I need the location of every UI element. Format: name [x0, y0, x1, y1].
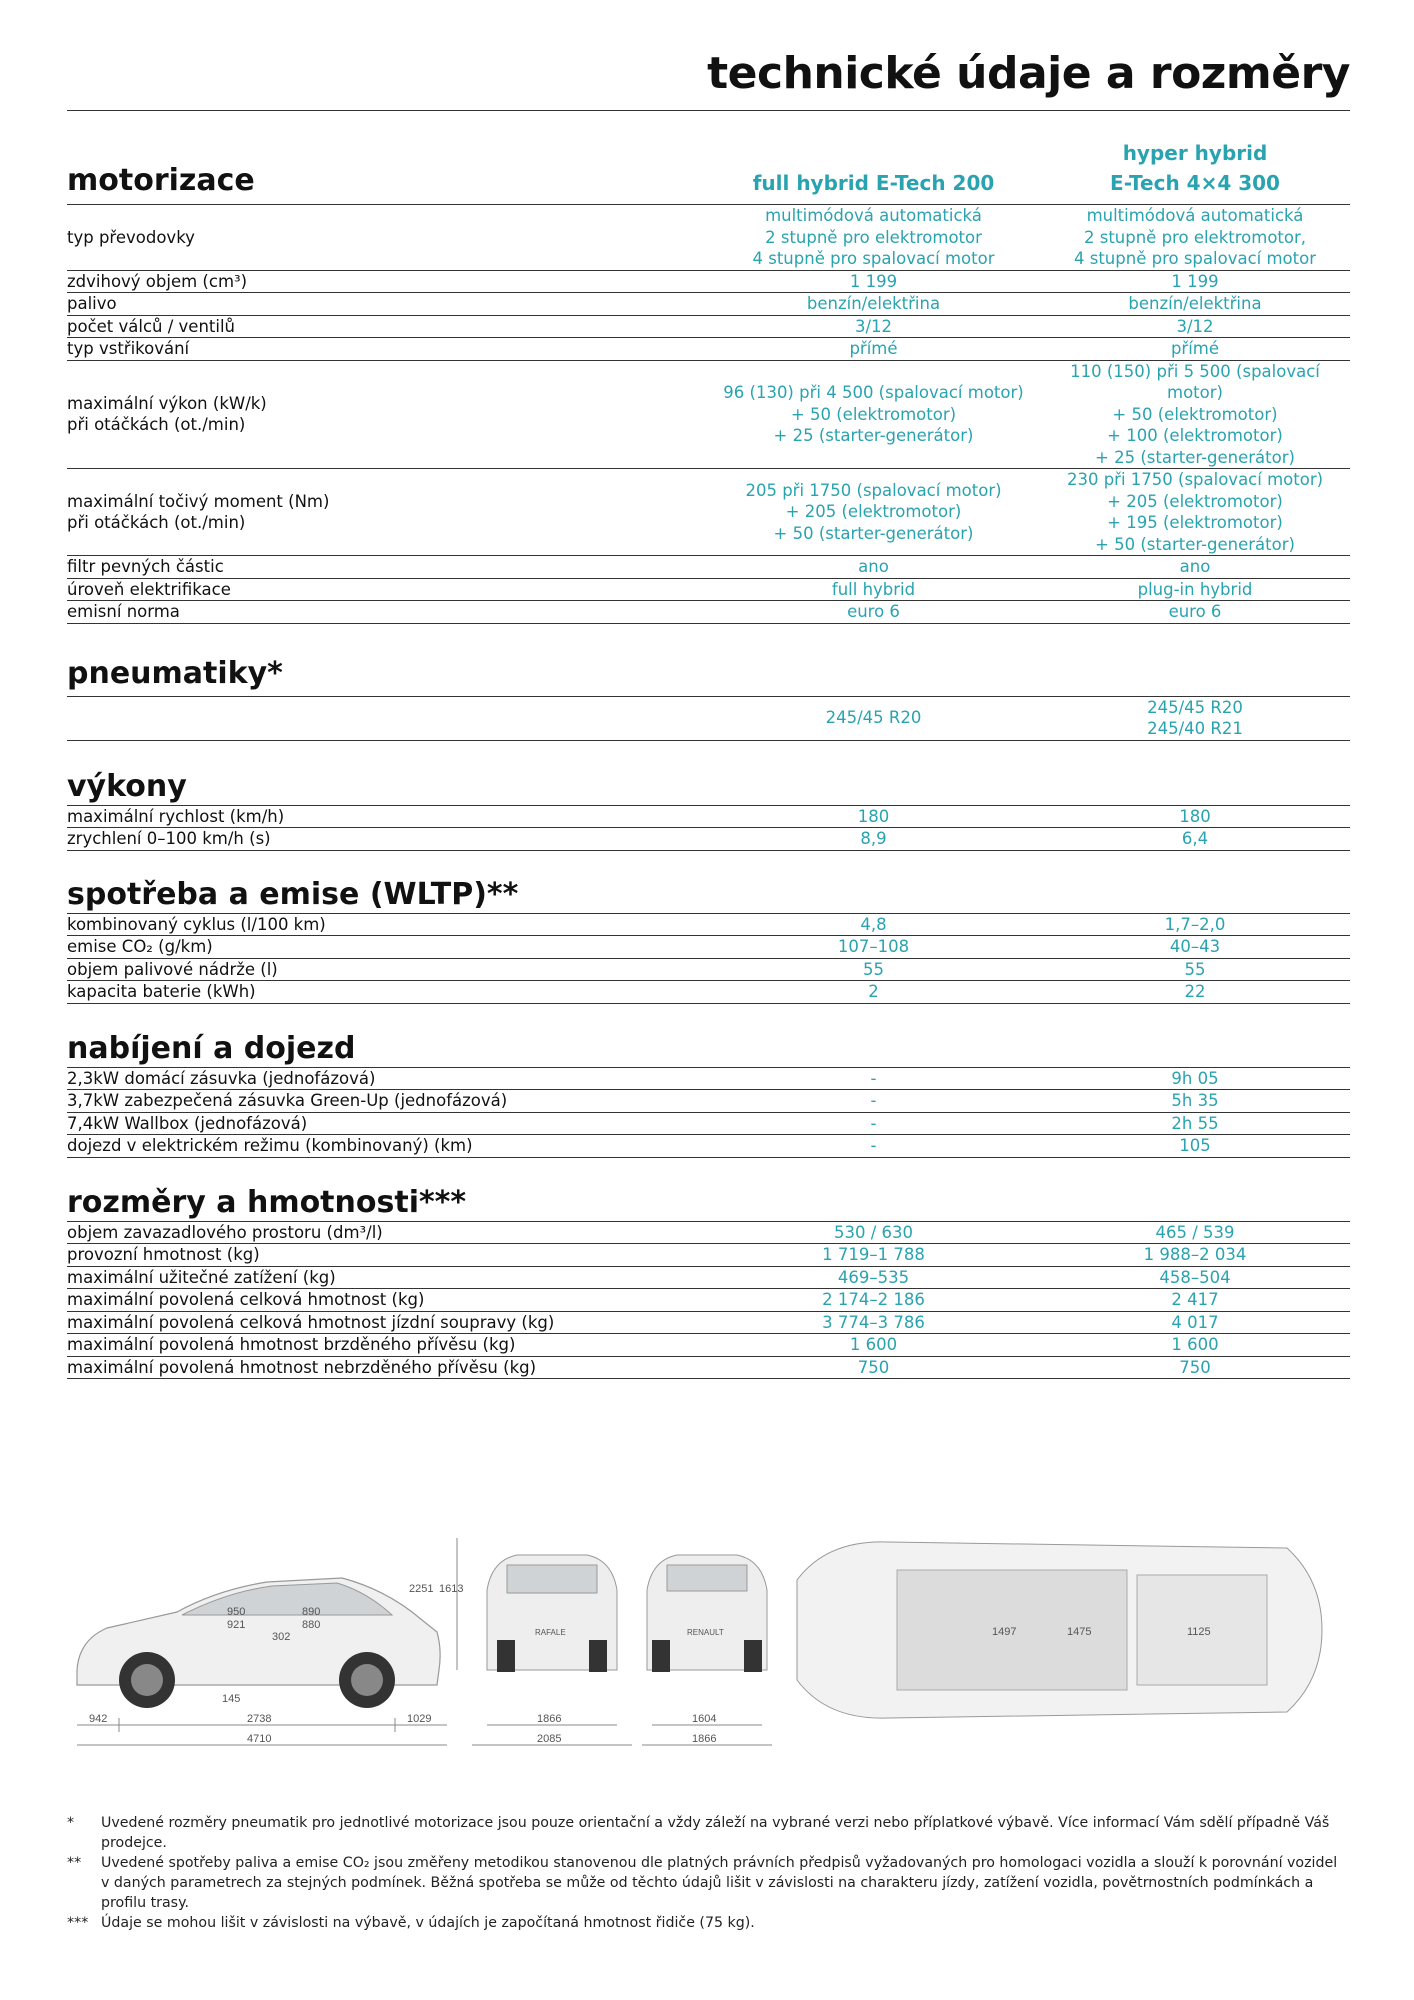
- spec-value-hyper-hybrid-line: 245/45 R20: [1147, 697, 1243, 717]
- spec-label: [67, 936, 707, 958]
- dim-890: 890: [302, 1606, 321, 1618]
- spec-value-full-hybrid: [707, 579, 1040, 601]
- spec-value-hyper-hybrid: [1040, 271, 1350, 293]
- motorizace-header: [67, 138, 1350, 200]
- spec-value-hyper-hybrid-line: 9h 05: [1171, 1068, 1219, 1088]
- spec-value-full-hybrid-line: 1 199: [849, 271, 898, 291]
- column-header-hyper-line2: E-Tech 4×4 300: [1110, 171, 1280, 195]
- spec-label-line: zdvihový objem (cm³): [67, 271, 248, 291]
- vehicle-dimension-diagram: [67, 1520, 1350, 1820]
- spec-value-hyper-hybrid-line: + 50 (elektromotor): [1112, 404, 1278, 424]
- page-title: technické údaje a rozměry: [707, 48, 1350, 99]
- spec-label: [67, 1135, 707, 1157]
- spec-label: [67, 338, 707, 360]
- spec-value-full-hybrid-line: 2 stupně pro elektromotor: [765, 227, 982, 247]
- spec-value-full-hybrid: [707, 293, 1040, 315]
- dim-950: 950: [227, 1606, 246, 1618]
- spec-value-hyper-hybrid-line: + 100 (elektromotor): [1107, 426, 1283, 445]
- spec-row: [67, 271, 1350, 294]
- spec-value-hyper-hybrid: [1040, 1267, 1350, 1289]
- dim-4710: 4710: [247, 1733, 272, 1745]
- footnote-text: Uvedené spotřeby paliva a emise CO₂ jsou změřeny metodikou stanovenou dle platných právních předpisů vyžadovaných pro homologaci vozidla a slouží k porovnání vozidel v daných parametrech za stejných podmínek. Běžná spotřeba se může od těchto údajů lišit v závislosti na charakteru jízdy, zatížení vozidla, povětrnostních podmínkách a profilu trasy.: [101, 1855, 1338, 1911]
- spec-value-hyper-hybrid: [1040, 1357, 1350, 1379]
- spec-value-full-hybrid-line: 180: [857, 806, 890, 826]
- column-header-full-hybrid: full hybrid E-Tech 200: [752, 171, 995, 195]
- spec-value-hyper-hybrid: [1040, 936, 1350, 958]
- section-title-spotreba: spotřeba a emise (WLTP)**: [67, 877, 1350, 914]
- spec-value-full-hybrid: [707, 1090, 1040, 1112]
- spec-value-full-hybrid-line: 3/12: [854, 316, 893, 336]
- spec-value-full-hybrid-line: 205 při 1750 (spalovací motor): [745, 480, 1002, 500]
- spec-value-hyper-hybrid: [1040, 1244, 1350, 1266]
- spec-label-line: emise CO₂ (g/km): [67, 937, 213, 956]
- spec-value-full-hybrid: [707, 205, 1040, 270]
- spec-label: [67, 1113, 707, 1135]
- spec-value-full-hybrid-line: -: [870, 1068, 877, 1088]
- spec-value-hyper-hybrid: [1040, 981, 1350, 1003]
- spec-label: [67, 601, 707, 623]
- spec-value-full-hybrid-line: 96 (130) při 4 500 (spalovací motor): [723, 383, 1024, 402]
- footnote-mark: *: [67, 1815, 75, 1831]
- spec-value-full-hybrid: [707, 1334, 1040, 1356]
- spec-label: [67, 393, 707, 436]
- spec-value-full-hybrid: [707, 1135, 1040, 1157]
- spec-value-full-hybrid: [707, 316, 1040, 338]
- footnote: [67, 1913, 1350, 1933]
- spec-label: [67, 806, 707, 828]
- spec-label: [67, 556, 707, 578]
- spec-label-line: maximální výkon (kW/k): [67, 393, 267, 413]
- spec-value-full-hybrid-line: 4,8: [860, 914, 887, 934]
- footnote-text: Údaje se mohou lišit v závislosti na výbavě, v údajích je započítaná hmotnost řidiče (75 kg).: [101, 1915, 755, 1931]
- dim-880: 880: [302, 1619, 321, 1631]
- dim-1866-front: 1866: [537, 1713, 562, 1725]
- spec-row: [67, 697, 1350, 741]
- dim-145: 145: [222, 1693, 241, 1705]
- spec-label: [67, 293, 707, 315]
- spec-value-full-hybrid-line: full hybrid: [831, 579, 916, 599]
- spec-label: [67, 914, 707, 936]
- spec-row: [67, 1222, 1350, 1245]
- spec-value-full-hybrid: [707, 959, 1040, 981]
- spec-value-full-hybrid: [707, 806, 1040, 828]
- spec-row: [67, 959, 1350, 982]
- spec-value-hyper-hybrid-line: + 25 (starter-generátor): [1095, 447, 1295, 467]
- spec-value-full-hybrid: [707, 480, 1040, 545]
- spec-value-full-hybrid-line: 55: [863, 959, 884, 979]
- spec-label-line: zrychlení 0–100 km/h (s): [67, 829, 271, 848]
- spec-row: [67, 828, 1350, 851]
- footnote-mark: **: [67, 1855, 82, 1871]
- spec-label: [67, 316, 707, 338]
- spec-value-full-hybrid-line: 1 719–1 788: [822, 1245, 925, 1264]
- spec-value-hyper-hybrid-line: 2 417: [1171, 1290, 1219, 1309]
- dim-1604: 1604: [692, 1713, 717, 1725]
- table-vykony: [67, 806, 1350, 851]
- spec-value-full-hybrid: [707, 1357, 1040, 1379]
- spec-label: [67, 1357, 707, 1379]
- title-divider: [67, 110, 1350, 111]
- badge-renault: RENAULT: [687, 1628, 724, 1637]
- section-title-pneumatiky: pneumatiky*: [67, 656, 1350, 697]
- spec-value-full-hybrid-line: -: [870, 1136, 877, 1155]
- section-title-nabijeni: nabíjení a dojezd: [67, 1031, 1350, 1068]
- spec-label: [67, 1068, 707, 1090]
- table-spotreba: [67, 914, 1350, 1004]
- spec-label: [67, 828, 707, 850]
- spec-value-hyper-hybrid: [1040, 959, 1350, 981]
- top-view: [797, 1542, 1322, 1718]
- spec-content: [67, 138, 1350, 1379]
- spec-row: [67, 1357, 1350, 1380]
- spec-row: [67, 806, 1350, 829]
- spec-value-hyper-hybrid: [1040, 361, 1350, 469]
- spec-value-hyper-hybrid: [1040, 1090, 1350, 1112]
- spec-value-hyper-hybrid-line: multimódová automatická: [1086, 206, 1304, 225]
- spec-label: [67, 1090, 707, 1112]
- spec-label: [67, 981, 707, 1003]
- spec-label-line: maximální povolená hmotnost brzděného přívěsu (kg): [67, 1335, 516, 1354]
- spec-value-full-hybrid: [707, 1222, 1040, 1244]
- spec-label-line: maximální povolená hmotnost nebrzděného přívěsu (kg): [67, 1357, 537, 1377]
- spec-value-hyper-hybrid: [1040, 1334, 1350, 1356]
- section-title-rozmery: rozměry a hmotnosti***: [67, 1185, 1350, 1222]
- spec-row: [67, 338, 1350, 361]
- spec-label-line: 3,7kW zabezpečená zásuvka Green-Up (jednofázová): [67, 1091, 508, 1110]
- spec-value-hyper-hybrid-line: 3/12: [1176, 316, 1214, 336]
- spec-value-full-hybrid-line: 107–108: [837, 937, 910, 956]
- dim-1497: 1497: [992, 1626, 1017, 1638]
- spec-value-full-hybrid-line: 4 stupně pro spalovací motor: [752, 249, 995, 268]
- spec-value-hyper-hybrid-line: 4 017: [1171, 1312, 1219, 1332]
- spec-value-hyper-hybrid-line: 1,7–2,0: [1164, 914, 1226, 934]
- spec-label-line: maximální točivý moment (Nm): [67, 491, 330, 511]
- spec-label-line: emisní norma: [67, 602, 180, 621]
- spec-value-hyper-hybrid: [1040, 914, 1350, 936]
- spec-label-line: maximální povolená celková hmotnost jízdní soupravy (kg): [67, 1312, 555, 1332]
- spec-label: [67, 491, 707, 534]
- spec-value-hyper-hybrid-line: plug-in hybrid: [1137, 579, 1253, 599]
- spec-value-full-hybrid: [707, 981, 1040, 1003]
- spec-value-full-hybrid-line: 530 / 630: [833, 1222, 914, 1242]
- spec-value-full-hybrid-line: 245/45 R20: [825, 708, 922, 728]
- spec-value-hyper-hybrid-line: 465 / 539: [1155, 1222, 1235, 1242]
- spec-label: [67, 1312, 707, 1334]
- spec-value-hyper-hybrid-line: 6,4: [1181, 829, 1209, 848]
- dim-302: 302: [272, 1631, 291, 1643]
- dim-1475: 1475: [1067, 1626, 1092, 1638]
- spec-label-line: maximální užitečné zatížení (kg): [67, 1267, 336, 1287]
- spec-row: [67, 1090, 1350, 1113]
- badge-rafale: RAFALE: [535, 1628, 566, 1637]
- spec-value-full-hybrid: [707, 1244, 1040, 1266]
- spec-value-full-hybrid: [707, 556, 1040, 578]
- spec-value-hyper-hybrid: [1040, 556, 1350, 578]
- spec-value-full-hybrid-line: 469–535: [837, 1267, 910, 1287]
- spec-row: [67, 361, 1350, 470]
- spec-value-hyper-hybrid: [1040, 828, 1350, 850]
- dim-1029: 1029: [407, 1713, 432, 1725]
- spec-label-line: maximální rychlost (km/h): [67, 806, 285, 826]
- spec-label: [67, 1334, 707, 1356]
- spec-value-hyper-hybrid: [1040, 601, 1350, 623]
- spec-row: [67, 981, 1350, 1004]
- footnote: [67, 1813, 1350, 1853]
- spec-row: [67, 579, 1350, 602]
- spec-value-full-hybrid-line: 2 174–2 186: [822, 1290, 925, 1309]
- spec-value-hyper-hybrid: [1040, 579, 1350, 601]
- spec-row: [67, 601, 1350, 624]
- spec-label-line: palivo: [67, 294, 117, 313]
- spec-value-full-hybrid-line: multimódová automatická: [765, 206, 982, 225]
- spec-value-full-hybrid: [707, 936, 1040, 958]
- spec-label-line: typ vstřikování: [67, 339, 190, 358]
- spec-value-full-hybrid-line: 8,9: [860, 829, 887, 848]
- spec-value-hyper-hybrid-line: přímé: [1170, 339, 1220, 358]
- spec-value-hyper-hybrid-line: 110 (150) při 5 500 (spalovací motor): [1070, 361, 1320, 402]
- dim-1613: 1613: [439, 1583, 464, 1595]
- spec-value-hyper-hybrid-line: euro 6: [1168, 602, 1222, 621]
- spec-value-hyper-hybrid-line: benzín/elektřina: [1128, 294, 1262, 313]
- table-pneumatiky: [67, 697, 1350, 741]
- dim-2738: 2738: [247, 1713, 272, 1725]
- spec-row: [67, 293, 1350, 316]
- spec-label-line: dojezd v elektrickém režimu (kombinovaný) (km): [67, 1136, 473, 1155]
- spec-label-line: filtr pevných částic: [67, 557, 224, 576]
- spec-value-hyper-hybrid-line: 22: [1184, 982, 1206, 1001]
- spec-value-hyper-hybrid-line: 105: [1179, 1136, 1211, 1155]
- dim-2085: 2085: [537, 1733, 562, 1745]
- rear-view: [642, 1555, 772, 1745]
- spec-label-line: provozní hmotnost (kg): [67, 1245, 260, 1264]
- spec-value-hyper-hybrid: [1040, 205, 1350, 270]
- spec-label: [67, 579, 707, 601]
- dim-2251: 2251: [409, 1583, 434, 1595]
- spec-value-hyper-hybrid-line: 1 600: [1171, 1335, 1219, 1354]
- spec-row: [67, 1289, 1350, 1312]
- spec-label-line: kombinovaný cyklus (l/100 km): [67, 914, 326, 934]
- spec-label-line: úroveň elektrifikace: [67, 579, 231, 599]
- spec-value-full-hybrid-line: 750: [857, 1357, 890, 1377]
- spec-value-hyper-hybrid-line: 5h 35: [1171, 1091, 1219, 1110]
- spec-value-hyper-hybrid-line: 55: [1184, 959, 1206, 979]
- table-motorizace: [67, 205, 1350, 624]
- spec-label: [67, 271, 707, 293]
- spec-row: [67, 1244, 1350, 1267]
- spec-row: [67, 1312, 1350, 1335]
- spec-value-full-hybrid-line: 1 600: [849, 1335, 898, 1354]
- section-title-motorizace: motorizace: [67, 163, 255, 198]
- spec-value-hyper-hybrid-line: 458–504: [1159, 1267, 1231, 1287]
- spec-value-full-hybrid-line: ano: [858, 557, 889, 576]
- side-view: [77, 1578, 447, 1745]
- spec-value-hyper-hybrid-line: 750: [1179, 1357, 1211, 1377]
- spec-label-line: 7,4kW Wallbox (jednofázová): [67, 1113, 308, 1133]
- spec-value-hyper-hybrid: [1040, 1289, 1350, 1311]
- spec-row: [67, 1267, 1350, 1290]
- spec-value-hyper-hybrid-line: + 205 (elektromotor): [1107, 491, 1283, 511]
- spec-value-hyper-hybrid: [1040, 316, 1350, 338]
- spec-value-full-hybrid: [707, 601, 1040, 623]
- spec-row: [67, 1334, 1350, 1357]
- footnote-mark: ***: [67, 1915, 89, 1931]
- spec-value-hyper-hybrid: [1040, 469, 1350, 555]
- spec-row: [67, 205, 1350, 271]
- footnote: [67, 1853, 1350, 1913]
- spec-value-full-hybrid-line: + 25 (starter-generátor): [773, 426, 974, 445]
- dim-921: 921: [227, 1619, 246, 1631]
- spec-label: [67, 1244, 707, 1266]
- spec-row: [67, 936, 1350, 959]
- spec-value-full-hybrid-line: + 50 (starter-generátor): [773, 523, 974, 543]
- spec-value-hyper-hybrid-line: + 195 (elektromotor): [1107, 513, 1283, 532]
- spec-row: [67, 469, 1350, 556]
- front-view: [409, 1538, 632, 1745]
- spec-row: [67, 556, 1350, 579]
- spec-value-hyper-hybrid: [1040, 1312, 1350, 1334]
- spec-label-line: kapacita baterie (kWh): [67, 982, 256, 1001]
- spec-row: [67, 1068, 1350, 1091]
- dim-942: 942: [89, 1713, 108, 1725]
- spec-value-hyper-hybrid-line: 230 při 1750 (spalovací motor): [1066, 470, 1324, 489]
- spec-label-line: objem palivové nádrže (l): [67, 959, 278, 979]
- spec-label: [67, 1222, 707, 1244]
- spec-value-full-hybrid: [707, 707, 1040, 729]
- spec-value-full-hybrid-line: euro 6: [847, 602, 900, 621]
- table-rozmery: [67, 1222, 1350, 1380]
- spec-value-hyper-hybrid: [1040, 1068, 1350, 1090]
- spec-value-full-hybrid: [707, 1068, 1040, 1090]
- spec-value-hyper-hybrid-line: 40–43: [1169, 937, 1221, 956]
- spec-value-hyper-hybrid: [1040, 293, 1350, 315]
- spec-value-full-hybrid-line: přímé: [849, 339, 898, 358]
- column-header-hyper-line1: hyper hybrid: [1122, 141, 1268, 165]
- spec-value-full-hybrid: [707, 914, 1040, 936]
- spec-value-hyper-hybrid-line: 2 stupně pro elektromotor,: [1083, 227, 1307, 247]
- spec-value-full-hybrid-line: benzín/elektřina: [806, 294, 941, 313]
- spec-value-full-hybrid-line: + 205 (elektromotor): [785, 502, 962, 522]
- spec-value-full-hybrid-line: + 50 (elektromotor): [790, 404, 957, 424]
- spec-value-hyper-hybrid: [1040, 338, 1350, 360]
- dimension-drawings: [67, 1520, 1350, 1820]
- footnote-text: Uvedené rozměry pneumatik pro jednotlivé motorizace jsou pouze orientační a vždy záleží na vybrané verzi nebo příplatkové výbavě. Více informací Vám sdělí případně Váš prodejce.: [101, 1815, 1330, 1851]
- spec-value-hyper-hybrid-line: 2h 55: [1171, 1113, 1219, 1133]
- spec-value-hyper-hybrid-line: ano: [1179, 557, 1211, 576]
- footnotes: [67, 1813, 1350, 1933]
- spec-value-hyper-hybrid-line: 1 199: [1171, 271, 1219, 291]
- spec-value-hyper-hybrid-line: 4 stupně pro spalovací motor: [1074, 249, 1316, 268]
- spec-value-hyper-hybrid-line: 180: [1179, 806, 1211, 826]
- table-nabijeni: [67, 1068, 1350, 1158]
- spec-value-full-hybrid: [707, 271, 1040, 293]
- spec-label: [67, 227, 707, 249]
- spec-value-full-hybrid: [707, 828, 1040, 850]
- column-header-hyper-hybrid: [1040, 138, 1350, 198]
- spec-value-full-hybrid-line: 2: [868, 982, 879, 1001]
- spec-value-hyper-hybrid: [1040, 697, 1350, 740]
- spec-label-line: 2,3kW domácí zásuvka (jednofázová): [67, 1068, 376, 1088]
- spec-value-full-hybrid-line: -: [870, 1091, 877, 1110]
- spec-row: [67, 316, 1350, 339]
- spec-value-hyper-hybrid-line: + 50 (starter-generátor): [1095, 534, 1295, 554]
- spec-label: [67, 1289, 707, 1311]
- spec-value-full-hybrid: [707, 338, 1040, 360]
- spec-value-full-hybrid: [707, 1312, 1040, 1334]
- spec-label-line: objem zavazadlového prostoru (dm³/l): [67, 1222, 383, 1242]
- spec-label-line: při otáčkách (ot./min): [67, 415, 246, 435]
- spec-label: [67, 959, 707, 981]
- spec-value-full-hybrid: [707, 1113, 1040, 1135]
- spec-value-full-hybrid: [707, 1289, 1040, 1311]
- spec-value-full-hybrid: [707, 1267, 1040, 1289]
- spec-value-hyper-hybrid: [1040, 1135, 1350, 1157]
- spec-value-full-hybrid-line: -: [870, 1113, 877, 1133]
- spec-value-hyper-hybrid: [1040, 806, 1350, 828]
- spec-row: [67, 1113, 1350, 1136]
- spec-value-full-hybrid-line: 3 774–3 786: [822, 1312, 925, 1332]
- spec-label-line: počet válců / ventilů: [67, 316, 236, 336]
- spec-label-line: maximální povolená celková hmotnost (kg): [67, 1290, 425, 1309]
- spec-value-hyper-hybrid: [1040, 1222, 1350, 1244]
- spec-label-line: typ převodovky: [67, 227, 195, 247]
- spec-value-hyper-hybrid-line: 245/40 R21: [1147, 719, 1243, 738]
- section-title-vykony: výkony: [67, 769, 1350, 806]
- spec-value-hyper-hybrid-line: 1 988–2 034: [1143, 1245, 1247, 1264]
- spec-label: [67, 1267, 707, 1289]
- spec-value-full-hybrid: [707, 382, 1040, 447]
- spec-label-line: při otáčkách (ot./min): [67, 513, 246, 532]
- spec-row: [67, 914, 1350, 937]
- spec-value-hyper-hybrid: [1040, 1113, 1350, 1135]
- dim-1866-rear: 1866: [692, 1733, 717, 1745]
- spec-row: [67, 1135, 1350, 1158]
- dim-1125: 1125: [1187, 1626, 1211, 1638]
